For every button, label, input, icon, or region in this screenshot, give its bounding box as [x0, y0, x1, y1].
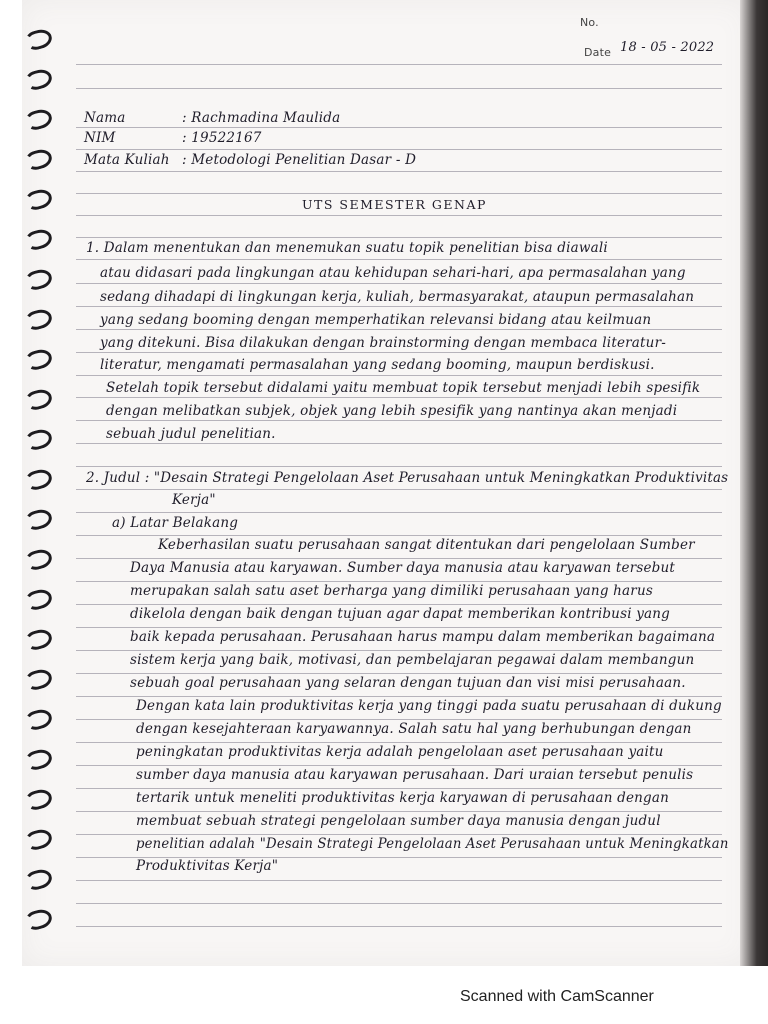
- answer-2-line: sistem kerja yang baik, motivasi, dan pembelajaran pegawai dalam membangun: [130, 652, 695, 668]
- ruled-line: [76, 604, 722, 605]
- answer-1-line: literatur, mengamati permasalahan yang sedang booming, maupun berdiskusi.: [100, 357, 655, 373]
- spiral-ring: [24, 307, 54, 332]
- ruled-line: [76, 420, 722, 421]
- spiral-ring: [24, 107, 54, 132]
- spiral-ring: [24, 867, 54, 892]
- ruled-line: [76, 834, 722, 835]
- answer-2-title-line: 2. Judul : "Desain Strategi Pengelolaan Aset Perusahaan untuk Meningkatkan Produktivitas: [86, 470, 729, 486]
- answer-1-line: yang sedang booming dengan memperhatikan relevansi bidang atau keilmuan: [100, 312, 652, 328]
- date-value: 18 - 05 - 2022: [620, 40, 715, 55]
- spiral-ring: [24, 907, 54, 932]
- no-label: No.: [580, 16, 599, 29]
- spiral-ring: [24, 427, 54, 452]
- spiral-ring: [24, 627, 54, 652]
- ruled-line: [76, 375, 722, 376]
- spiral-ring: [24, 147, 54, 172]
- ruled-line: [76, 329, 722, 330]
- spiral-ring: [24, 787, 54, 812]
- spiral-ring: [24, 387, 54, 412]
- spiral-ring: [24, 747, 54, 772]
- spiral-ring: [24, 667, 54, 692]
- ruled-line: [76, 880, 722, 881]
- answer-2-line: Keberhasilan suatu perusahaan sangat ditentukan dari pengelolaan Sumber: [158, 537, 695, 553]
- answer-2-line: penelitian adalah "Desain Strategi Pengelolaan Aset Perusahaan untuk Meningkatkan: [136, 836, 729, 852]
- spiral-ring: [24, 827, 54, 852]
- ruled-line: [76, 466, 722, 467]
- answer-1-line: sebuah judul penelitian.: [106, 426, 276, 442]
- ruled-line: [76, 903, 722, 904]
- ruled-line: [76, 650, 722, 651]
- answer-2-line: Daya Manusia atau karyawan. Sumber daya manusia atau karyawan tersebut: [130, 560, 676, 576]
- answer-1-line: sedang dihadapi di lingkungan kerja, kuliah, bermasyarakat, ataupun permasalahan: [100, 289, 695, 305]
- answer-2-line: membuat sebuah strategi pengelolaan sumber daya manusia dengan judul: [136, 813, 661, 829]
- nim-value: : 19522167: [182, 130, 262, 146]
- ruled-line: [76, 512, 722, 513]
- answer-2-line: dengan kesejahteraan karyawannya. Salah satu hal yang berhubungan dengan: [136, 721, 692, 737]
- ruled-line: [76, 352, 722, 353]
- answer-2-line: dikelola dengan baik dengan tujuan agar dapat memberikan kontribusi yang: [130, 606, 671, 622]
- ruled-line: [76, 788, 722, 789]
- ruled-line: [76, 627, 722, 628]
- ruled-line: [76, 765, 722, 766]
- ruled-line: [76, 811, 722, 812]
- page-title: UTS SEMESTER GENAP: [302, 197, 487, 212]
- page-edge-shadow: [740, 0, 768, 966]
- answer-1-line: yang ditekuni. Bisa dilakukan dengan brainstorming dengan membaca literatur-: [100, 335, 666, 351]
- answer-2-line: sumber daya manusia atau karyawan perusahaan. Dari uraian tersebut penulis: [136, 767, 694, 783]
- ruled-line: [76, 193, 722, 194]
- ruled-line: [76, 237, 722, 238]
- spiral-ring: [24, 27, 54, 52]
- ruled-line: [76, 581, 722, 582]
- spiral-ring: [24, 547, 54, 572]
- answer-1-line: Setelah topik tersebut didalami yaitu membuat topik tersebut menjadi lebih spesifik: [106, 380, 701, 396]
- spiral-ring: [24, 227, 54, 252]
- ruled-line: [76, 306, 722, 307]
- course-label: Mata Kuliah: [84, 152, 170, 168]
- answer-2-line: Produktivitas Kerja": [136, 858, 279, 874]
- spiral-ring: [24, 587, 54, 612]
- ruled-line: [76, 259, 722, 260]
- ruled-line: [76, 64, 722, 65]
- date-label: Date: [584, 46, 612, 59]
- ruled-line: [76, 535, 722, 536]
- answer-2-line: Dengan kata lain produktivitas kerja yang tinggi pada suatu perusahaan di dukung: [136, 698, 722, 714]
- ruled-line: [76, 127, 722, 128]
- ruled-line: [76, 926, 722, 927]
- answer-2-line: baik kepada perusahaan. Perusahaan harus mampu dalam memberikan bagaimana: [130, 629, 716, 645]
- scanner-watermark-text: Scanned with CamScanner: [460, 988, 654, 1005]
- ruled-line: [76, 88, 722, 89]
- answer-1-line: atau didasari pada lingkungan atau kehidupan sehari-hari, apa permasalahan yang: [100, 265, 686, 281]
- course-value: : Metodologi Penelitian Dasar - D: [182, 152, 417, 168]
- ruled-line: [76, 673, 722, 674]
- ruled-line: [76, 742, 722, 743]
- answer-2-line: sebuah goal perusahaan yang selaran dengan tujuan dan visi misi perusahaan.: [130, 675, 686, 691]
- spiral-ring: [24, 507, 54, 532]
- ruled-line: [76, 558, 722, 559]
- ruled-line: [76, 489, 722, 490]
- spiral-ring: [24, 467, 54, 492]
- answer-1-line: dengan melibatkan subjek, objek yang lebih spesifik yang nantinya akan menjadi: [106, 403, 678, 419]
- spiral-ring: [24, 707, 54, 732]
- spiral-ring: [24, 347, 54, 372]
- spiral-ring: [24, 267, 54, 292]
- ruled-line: [76, 719, 722, 720]
- answer-1-line: 1. Dalam menentukan dan menemukan suatu topik penelitian bisa diawali: [86, 240, 608, 256]
- ruled-line: [76, 283, 722, 284]
- answer-2-title-line: Kerja": [172, 492, 216, 508]
- spiral-binding: [0, 0, 60, 966]
- section-heading: a) Latar Belakang: [112, 515, 239, 531]
- ruled-line: [76, 696, 722, 697]
- name-label: Nama: [84, 110, 126, 126]
- ruled-line: [76, 443, 722, 444]
- ruled-line: [76, 215, 722, 216]
- spiral-ring: [24, 67, 54, 92]
- ruled-line: [76, 149, 722, 150]
- answer-2-line: tertarik untuk meneliti produktivitas kerja karyawan di perusahaan dengan: [136, 790, 670, 806]
- nim-label: NIM: [84, 130, 116, 146]
- name-value: : Rachmadina Maulida: [182, 110, 341, 126]
- spiral-ring: [24, 187, 54, 212]
- answer-2-line: peningkatan produktivitas kerja adalah pengelolaan aset perusahaan yaitu: [136, 744, 664, 760]
- answer-2-line: merupakan salah satu aset berharga yang dimiliki perusahaan yang harus: [130, 583, 653, 599]
- ruled-line: [76, 397, 722, 398]
- ruled-line: [76, 171, 722, 172]
